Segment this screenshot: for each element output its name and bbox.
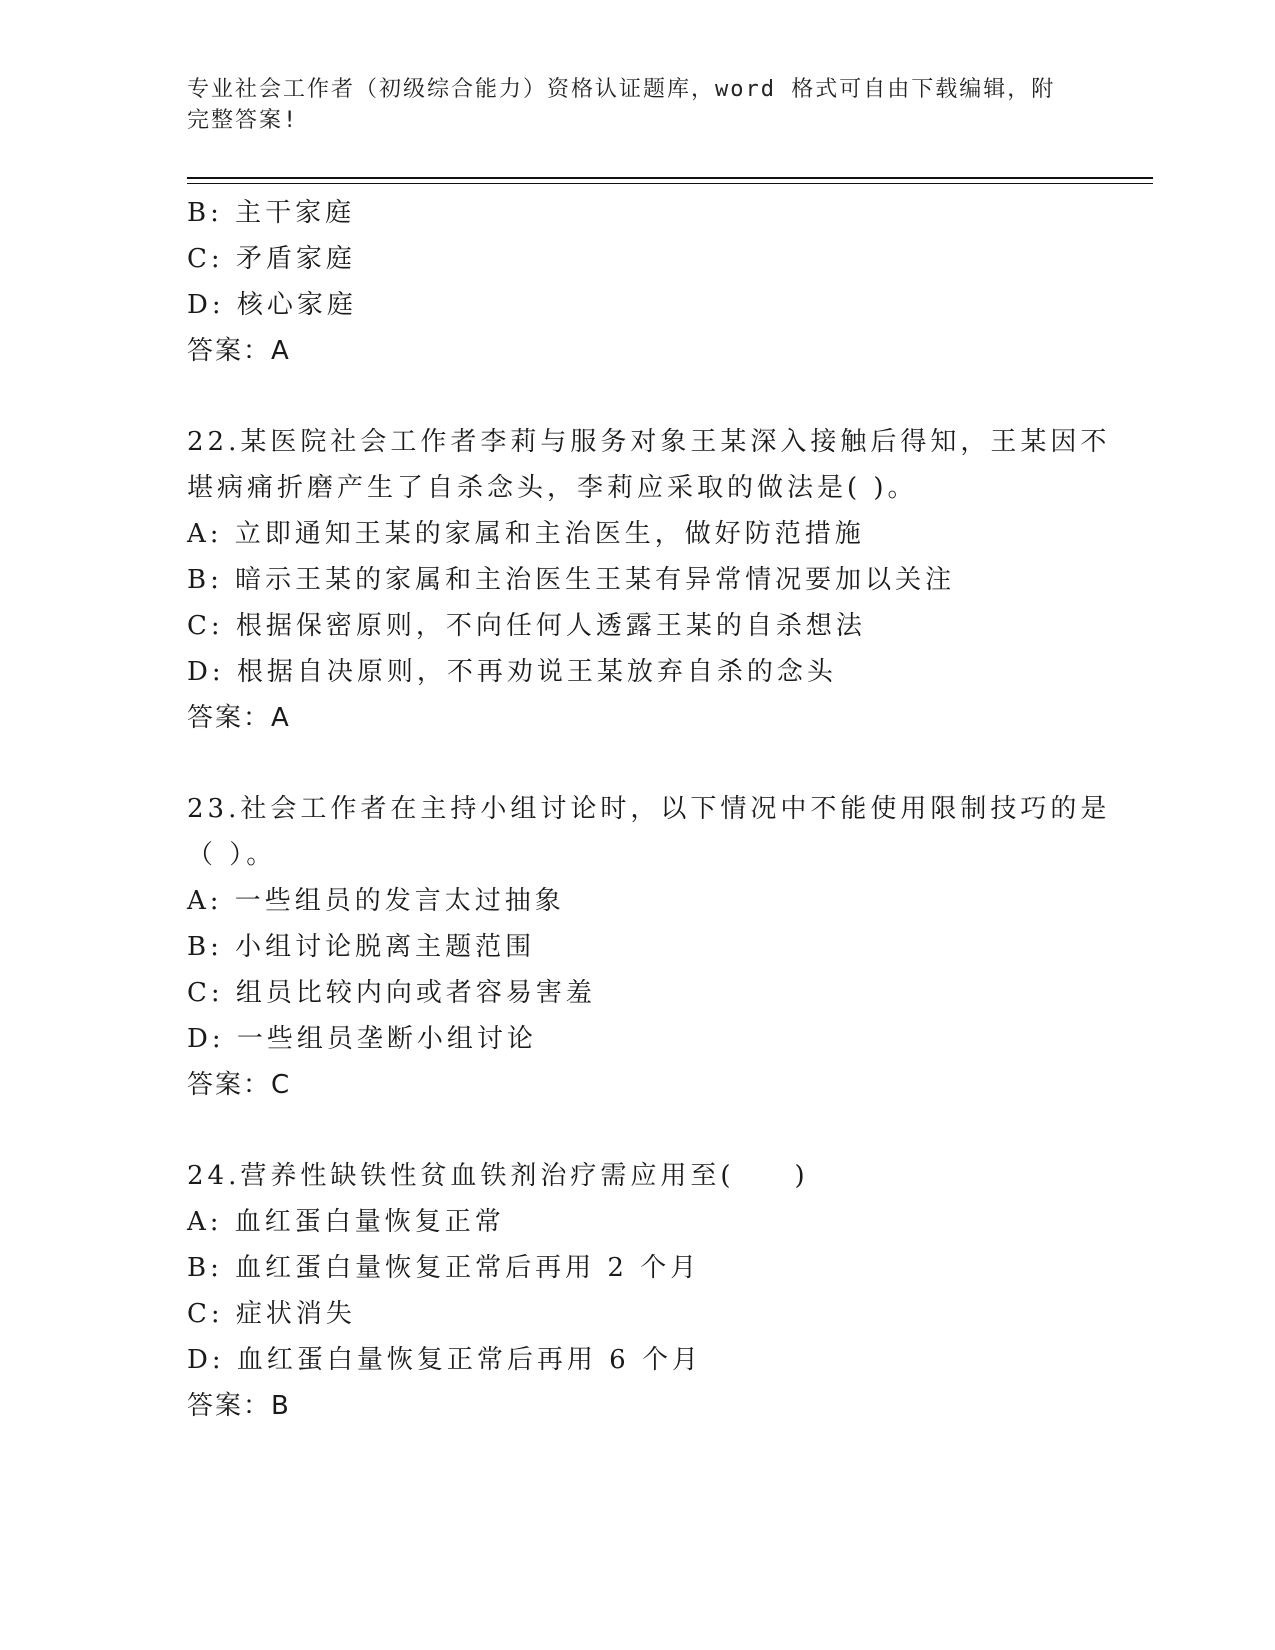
question-22 [187,419,1127,741]
question-stem: 24.营养性缺铁性贫血铁剂治疗需应用至( ) [187,1161,809,1191]
option-c: C: 矛盾家庭 [187,244,356,274]
question-list [187,190,1127,1429]
answer-line: 答案：C [187,1070,292,1100]
question-24 [187,1153,1127,1429]
option-d: D: 一些组员垄断小组讨论 [187,1024,537,1054]
option-d: D: 核心家庭 [187,290,357,320]
option-b: B: 小组讨论脱离主题范围 [187,932,536,962]
option-b: B: 暗示王某的家属和主治医生王某有异常情况要加以关注 [187,565,956,595]
question-stem: 22.某医院社会工作者李莉与服务对象王某深入接触后得知，王某因不 [187,427,1111,457]
page-header [187,74,1087,136]
header-rule-thick [187,177,1153,179]
option-a: A: 立即通知王某的家属和主治医生，做好防范措施 [187,519,865,549]
question-stem: 堪病痛折磨产生了自杀念头，李莉应采取的做法是( )。 [187,473,918,503]
header-line-1: 专业社会工作者（初级综合能力）资格认证题库，word 格式可自由下载编辑，附 [187,77,1056,102]
answer-line: 答案：B [187,1391,291,1421]
header-rule-thin [187,183,1153,184]
question-21 [187,190,1127,374]
question-stem: （ ）。 [187,840,277,870]
question-stem: 23.社会工作者在主持小组讨论时，以下情况中不能使用限制技巧的是 [187,794,1111,824]
option-c: C: 症状消失 [187,1299,356,1329]
option-b: B: 主干家庭 [187,198,356,228]
option-a: A: 血红蛋白量恢复正常 [187,1207,505,1237]
option-c: C: 组员比较内向或者容易害羞 [187,978,596,1008]
option-c: C: 根据保密原则，不向任何人透露王某的自杀想法 [187,611,866,641]
answer-line: 答案：A [187,336,291,366]
option-d: D: 根据自决原则，不再劝说王某放弃自杀的念头 [187,657,837,687]
header-line-2: 完整答案! [187,108,299,133]
question-23 [187,786,1127,1108]
option-d: D: 血红蛋白量恢复正常后再用 6 个月 [187,1345,702,1375]
answer-line: 答案：A [187,703,291,733]
option-a: A: 一些组员的发言太过抽象 [187,886,565,916]
option-b: B: 血红蛋白量恢复正常后再用 2 个月 [187,1253,701,1283]
